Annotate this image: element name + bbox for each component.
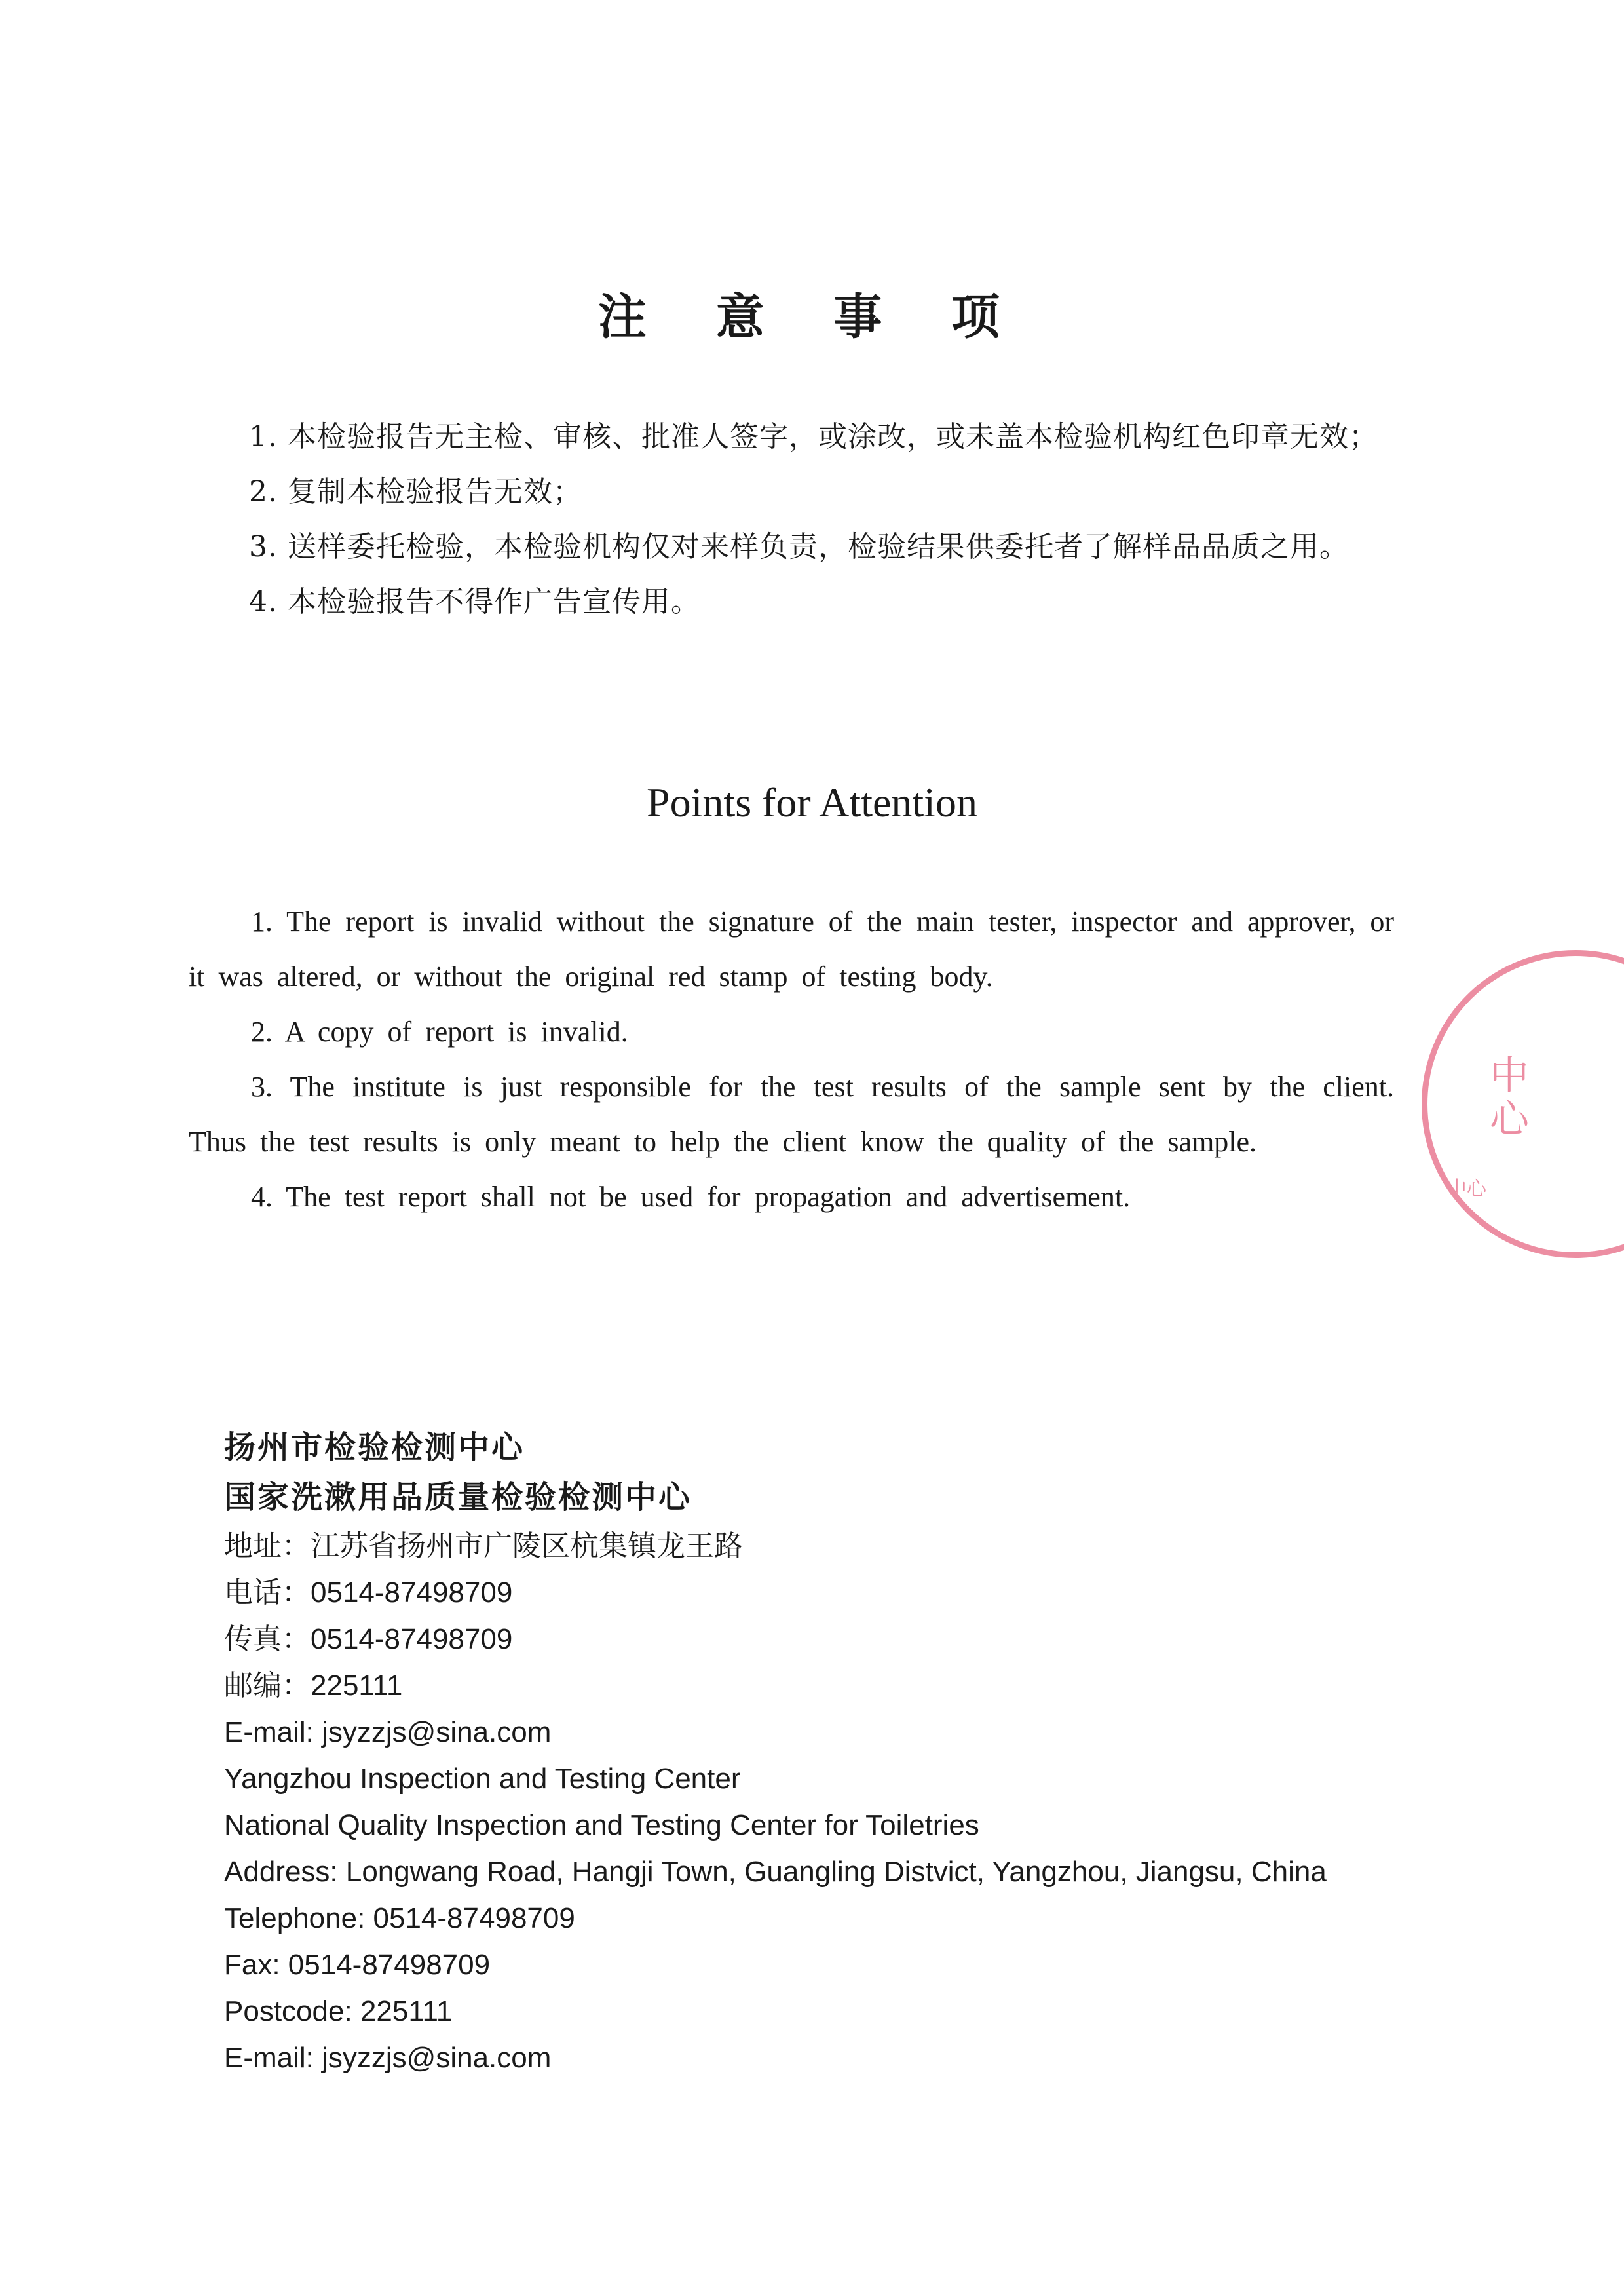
postcode-en: Postcode: 225111	[224, 1995, 453, 2027]
stamp-inner-text: 中心	[1447, 1177, 1486, 1200]
fax-en: Fax: 0514-87498709	[224, 1949, 491, 1981]
notice-list-zh	[249, 410, 1428, 630]
red-stamp	[1422, 950, 1624, 1258]
notice-list-en	[189, 894, 1394, 1225]
phone-zh: 电话：0514-87498709	[224, 1577, 513, 1609]
notice-item-en: 3. The institute is just responsible for the test results of the sample sent by the client. Thus the test results is only meant to help the client know the quality of the sample.	[189, 1071, 1394, 1158]
postcode-zh: 邮编：225111	[224, 1670, 403, 1702]
fax-zh: 传真：0514-87498709	[224, 1623, 513, 1655]
org-name-en-2: National Quality Inspection and Testing Center for Toiletries	[224, 1809, 979, 1841]
address-zh: 地址：江苏省扬州市广陵区杭集镇龙王路	[224, 1530, 743, 1562]
notice-item-zh: 2. 复制本检验报告无效；	[249, 475, 582, 508]
org-name-zh-2: 国家洗漱用品质量检验检测中心	[224, 1480, 692, 1515]
email-zh: E-mail: jsyzzjs@sina.com	[224, 1716, 552, 1748]
stamp-text: 中心	[1483, 1054, 1529, 1141]
email-en: E-mail: jsyzzjs@sina.com	[224, 2042, 552, 2074]
notice-title-en: Points for Attention	[647, 779, 977, 826]
notice-item-zh: 3. 送样委托检验，本检验机构仅对来样负责，检验结果供委托者了解样品品质之用。	[249, 530, 1349, 564]
notice-item-en: 1. The report is invalid without the signature of the main tester, inspector and approver, or it was altered, or without the original red stamp of testing body.	[189, 906, 1394, 993]
org-name-zh-1: 扬州市检验检测中心	[224, 1430, 525, 1465]
notice-item-en: 2. A copy of report is invalid.	[251, 1016, 628, 1048]
notice-item-zh: 4. 本检验报告不得作广告宣传用。	[249, 585, 700, 619]
notice-item-zh: 1. 本检验报告无主检、审核、批准人签字，或涂改，或未盖本检验机构红色印章无效；	[249, 420, 1378, 453]
phone-en: Telephone: 0514-87498709	[224, 1902, 575, 1934]
red-stamp-clip	[1422, 944, 1624, 1271]
org-name-en-1: Yangzhou Inspection and Testing Center	[224, 1763, 741, 1795]
address-en: Address: Longwang Road, Hangji Town, Guangling Distvict, Yangzhou, Jiangsu, China	[224, 1856, 1327, 1888]
contact-block	[224, 1423, 1469, 2081]
notice-item-en: 4. The test report shall not be used for propagation and advertisement.	[251, 1181, 1131, 1213]
notice-title-zh: 注 意 事 项	[597, 289, 1027, 345]
